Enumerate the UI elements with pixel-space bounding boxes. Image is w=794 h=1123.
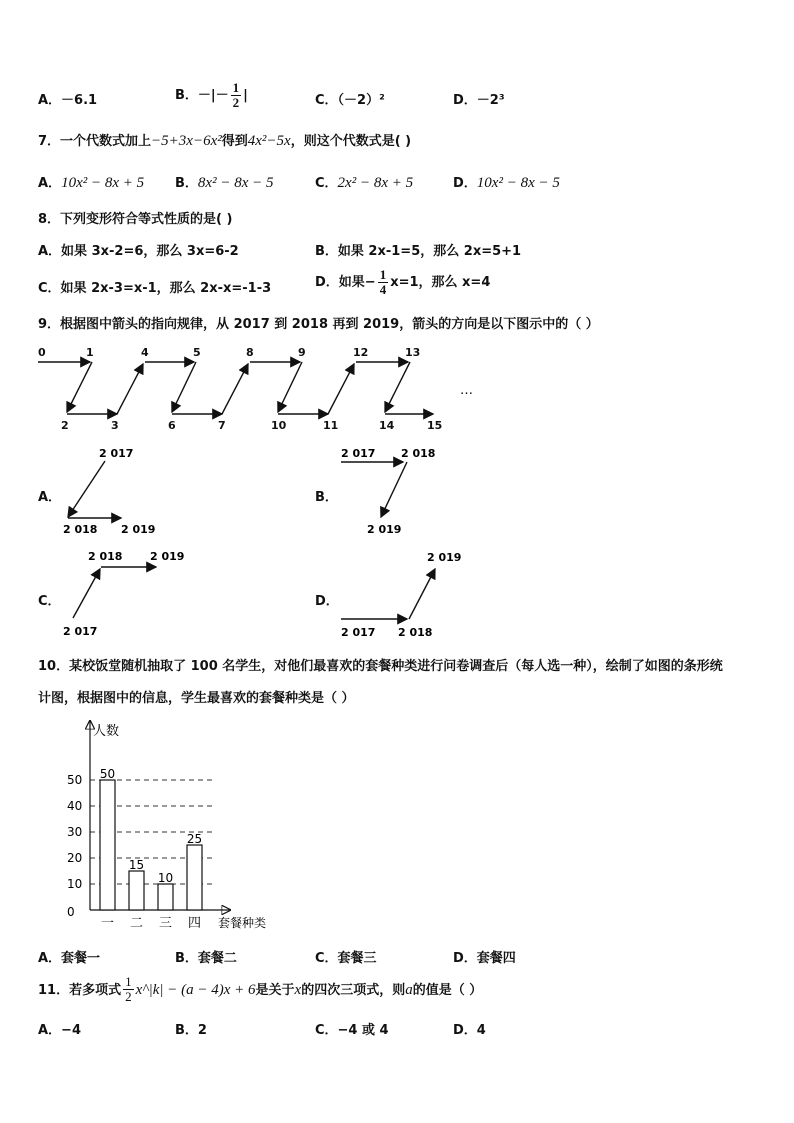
- pattern-number: 3: [111, 419, 119, 432]
- q7-stem-expr-1: −5+3x−6x²: [151, 133, 222, 149]
- q10-stem-line2: 计图，根据图中的信息，学生最喜欢的套餐种类是（ ）: [38, 691, 355, 706]
- q6-option-a: A．－6.1: [38, 93, 98, 108]
- y-tick-labels: [67, 773, 82, 919]
- q11-var-a: a: [405, 982, 413, 998]
- q6-option-b-fraction: [231, 81, 242, 110]
- fraction-numerator: 1: [379, 267, 387, 282]
- fraction-denominator: 4: [379, 282, 387, 297]
- option-c-2018: 2 018: [88, 550, 123, 563]
- bar-data-label: 10: [157, 871, 174, 885]
- option-label: D．: [453, 176, 477, 191]
- q9-option-b-figure: [335, 445, 445, 537]
- bar: [129, 871, 144, 910]
- option-b-2018: 2 018: [401, 447, 436, 460]
- y-axis-label: 人数: [93, 723, 120, 738]
- q11-fraction: [123, 975, 134, 1004]
- q9-stem: 9．根据图中箭头的指向规律，从 2017 到 2018 再到 2019，箭头的方向是以下图示中的（ ）: [38, 317, 599, 332]
- q7-option-d: [453, 172, 560, 192]
- q9-option-b-label: B．: [315, 490, 338, 505]
- fraction-denominator: 2: [125, 989, 132, 1004]
- q7-stem-text-3: ，则这个代数式是( ): [290, 134, 412, 149]
- option-expr: 8x² − 8x − 5: [197, 175, 274, 191]
- pattern-number: 5: [193, 346, 201, 359]
- option-label: A．: [38, 176, 62, 191]
- y-tick-label: 40: [67, 799, 83, 813]
- q8-option-a: A．如果 3x-2=6，那么 3x=6-2: [38, 244, 239, 259]
- pattern-ellipsis: …: [460, 383, 473, 398]
- q7-stem-text-2: 得到: [221, 134, 248, 149]
- y-tick-label: 50: [67, 773, 83, 787]
- q6-option-c: C．（－2）²: [315, 93, 385, 108]
- option-expr: 10x² − 8x − 5: [476, 175, 560, 191]
- q8-option-d-fraction: [378, 268, 389, 297]
- category-labels: [101, 916, 201, 931]
- pattern-number: 11: [323, 419, 339, 432]
- pattern-top-numbers: [38, 346, 420, 359]
- y-tick-label: 30: [67, 825, 83, 839]
- pattern-number: 4: [141, 346, 149, 359]
- option-expr: 2x² − 8x + 5: [337, 175, 414, 191]
- pattern-number: 14: [379, 419, 395, 432]
- pattern-number: 1: [86, 346, 94, 359]
- q11-stem-text-1: 11．若多项式: [38, 983, 122, 998]
- bar: [187, 845, 202, 910]
- q10-bar-chart: [55, 715, 295, 940]
- x-axis-label: 套餐种类: [218, 916, 267, 930]
- bar-data-label: 25: [186, 832, 203, 846]
- bar-data-label: 50: [99, 767, 116, 781]
- option-a-2018: 2 018: [63, 523, 98, 536]
- pattern-number: 13: [405, 346, 421, 359]
- bar-data-label: 15: [128, 858, 145, 872]
- q11-option-b: B．2: [175, 1023, 207, 1038]
- bar: [100, 780, 115, 910]
- q6-option-b-suffix: |: [243, 88, 248, 103]
- option-d-2019: 2 019: [427, 551, 462, 564]
- pattern-arrows: [38, 362, 433, 414]
- q11-option-d: D．4: [453, 1023, 486, 1038]
- y-tick-label: 10: [67, 877, 83, 891]
- category-label: 三: [158, 916, 173, 931]
- pattern-number: 0: [38, 346, 46, 359]
- option-d-2018: 2 018: [398, 626, 433, 639]
- q11-stem: [38, 975, 482, 1004]
- q7-stem: [38, 130, 411, 150]
- q6-option-b: [175, 81, 248, 110]
- q9-option-d-figure: [335, 545, 475, 640]
- q9-option-c-figure: [55, 545, 195, 640]
- q7-option-c: [315, 172, 413, 192]
- q11-stem-text-3: 的四次三项式，则: [301, 983, 406, 998]
- q9-option-d-label: D．: [315, 594, 339, 609]
- category-label: 一: [100, 916, 115, 931]
- pattern-bottom-numbers: [61, 419, 442, 432]
- pattern-number: 7: [218, 419, 226, 432]
- option-b-2019: 2 019: [367, 523, 402, 536]
- q10-option-d: D．套餐四: [453, 951, 516, 966]
- pattern-number: 2: [61, 419, 69, 432]
- category-label: 四: [187, 916, 202, 931]
- q10-option-b: B．套餐二: [175, 951, 237, 966]
- q9-option-a-figure: [55, 445, 175, 537]
- q7-stem-text-1: 7．一个代数式加上: [38, 134, 152, 149]
- fraction-numerator: 1: [125, 974, 132, 989]
- option-c-2017: 2 017: [63, 625, 98, 638]
- option-a-2019: 2 019: [121, 523, 156, 536]
- q11-option-c: C．−4 或 4: [315, 1023, 389, 1038]
- q7-option-b: [175, 172, 273, 192]
- fraction-numerator: 1: [232, 80, 240, 95]
- pattern-number: 12: [353, 346, 369, 359]
- pattern-number: 15: [427, 419, 443, 432]
- y-tick-label: 0: [67, 905, 75, 919]
- q9-option-a-label: A．: [38, 490, 62, 505]
- q7-stem-expr-2: 4x²−5x: [247, 133, 291, 149]
- option-d-2017: 2 017: [341, 626, 376, 639]
- q11-var-x: x: [294, 982, 302, 998]
- q11-stem-expr: x^|k| − (a − 4)x + 6: [135, 982, 256, 998]
- bar: [158, 884, 173, 910]
- option-expr: 10x² − 8x + 5: [61, 175, 145, 191]
- q10-stem-line1: 10．某校饭堂随机抽取了 100 名学生，对他们最喜欢的套餐种类进行问卷调查后（每人选一种），绘制了如图的条形统: [38, 659, 723, 674]
- pattern-number: 8: [246, 346, 254, 359]
- q10-option-a: A．套餐一: [38, 951, 101, 966]
- q8-option-d-suffix: x=1，那么 x=4: [390, 275, 491, 290]
- q8-option-d-prefix: D．如果−: [315, 275, 376, 290]
- q9-option-c-label: C．: [38, 594, 61, 609]
- option-b-2017: 2 017: [341, 447, 376, 460]
- option-a-2017: 2 017: [99, 447, 134, 460]
- option-label: B．: [175, 176, 198, 191]
- option-c-2019: 2 019: [150, 550, 185, 563]
- pattern-number: 6: [168, 419, 176, 432]
- pattern-number: 9: [298, 346, 306, 359]
- option-label: C．: [315, 176, 338, 191]
- q11-stem-text-4: 的值是（ ）: [412, 983, 483, 998]
- pattern-number: 10: [271, 419, 287, 432]
- y-tick-label: 20: [67, 851, 83, 865]
- q7-option-a: [38, 172, 144, 192]
- q8-option-b: B．如果 2x-1=5，那么 2x=5+1: [315, 244, 522, 259]
- q6-option-b-prefix: B．－|－: [175, 88, 229, 103]
- fraction-denominator: 2: [232, 95, 240, 110]
- category-label: 二: [129, 916, 144, 931]
- q8-option-d: [315, 268, 490, 297]
- q8-stem: 8．下列变形符合等式性质的是( ): [38, 212, 233, 227]
- q11-option-a: A．−4: [38, 1023, 81, 1038]
- q8-option-c: C．如果 2x-3=x-1，那么 2x-x=-1-3: [38, 281, 272, 296]
- q9-arrow-pattern-figure: [0, 340, 500, 435]
- q11-stem-text-2: 是关于: [255, 983, 295, 998]
- q10-option-c: C．套餐三: [315, 951, 377, 966]
- q6-option-d: D．－2³: [453, 93, 505, 108]
